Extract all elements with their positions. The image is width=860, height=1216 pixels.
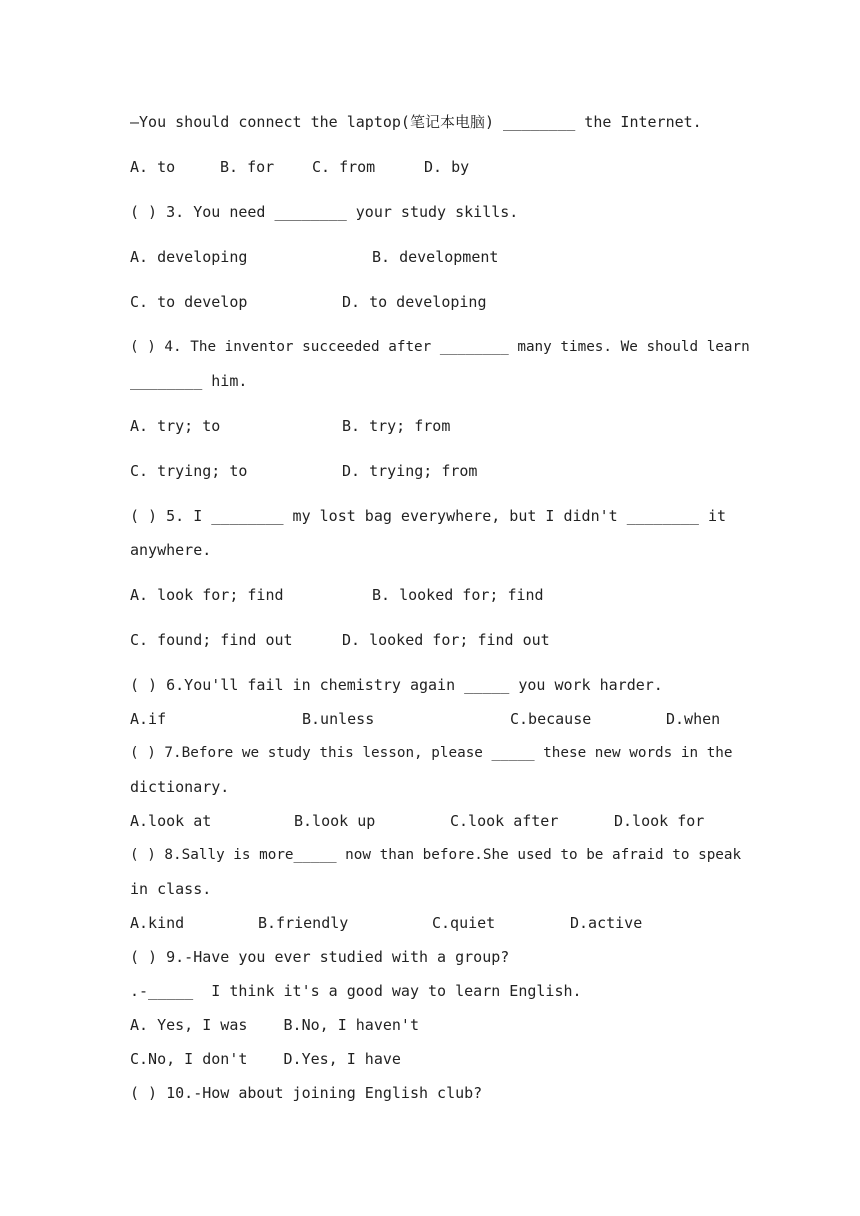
option-d: D. by xyxy=(424,158,470,176)
options-ab: A. Yes, I was B.No, I haven't xyxy=(130,1016,419,1034)
option-c: C. from xyxy=(312,158,376,176)
question-6-stem: ( ) 6.You'll fail in chemistry again _____ you work harder. xyxy=(130,676,663,694)
option-b: B. try; from xyxy=(342,417,451,435)
question-8-stem: ( ) 8.Sally is more_____ now than before.She used to be afraid to speak xyxy=(130,847,742,863)
option-b: B.unless xyxy=(302,710,375,728)
question-9-stem-cont: .-_____ I think it's a good way to learn English. xyxy=(130,982,582,1000)
option-d: D.when xyxy=(666,710,721,728)
option-d: D.active xyxy=(570,914,643,932)
option-d: D. to developing xyxy=(342,293,487,311)
question-5-stem-cont: anywhere. xyxy=(130,541,212,559)
option-b: B. development xyxy=(372,248,499,266)
option-b: B. for xyxy=(220,158,275,176)
option-c: C. to develop xyxy=(130,293,248,311)
question-10-stem: ( ) 10.-How about joining English club? xyxy=(130,1084,483,1102)
option-d: D. trying; from xyxy=(342,462,478,480)
option-b: B.look up xyxy=(294,812,376,830)
option-d: D. looked for; find out xyxy=(342,631,550,649)
question-8-stem-cont: in class. xyxy=(130,880,212,898)
question-7-stem-cont: dictionary. xyxy=(130,778,230,796)
option-a: A. developing xyxy=(130,248,248,266)
option-a: A.look at xyxy=(130,812,212,830)
option-c: C.because xyxy=(510,710,592,728)
option-a: A.kind xyxy=(130,914,185,932)
question-7-stem: ( ) 7.Before we study this lesson, please _____ these new words in the xyxy=(130,745,733,761)
option-a: A.if xyxy=(130,710,167,728)
question-9-stem: ( ) 9.-Have you ever studied with a group? xyxy=(130,948,510,966)
option-c: C.look after xyxy=(450,812,559,830)
question-4-stem: ( ) 4. The inventor succeeded after ________ many times. We should learn xyxy=(130,339,750,355)
question-3-stem: ( ) 3. You need ________ your study skills. xyxy=(130,203,519,221)
option-d: D.look for xyxy=(614,812,705,830)
option-c: C. found; find out xyxy=(130,631,293,649)
option-c: C.quiet xyxy=(432,914,496,932)
option-b: B.friendly xyxy=(258,914,349,932)
option-a: A. look for; find xyxy=(130,586,284,604)
option-a: A. try; to xyxy=(130,417,221,435)
options-cd: C.No, I don't D.Yes, I have xyxy=(130,1050,401,1068)
question-4-stem-cont: ________ him. xyxy=(130,372,248,390)
option-a: A. to xyxy=(130,158,176,176)
option-c: C. trying; to xyxy=(130,462,248,480)
question-5-stem: ( ) 5. I ________ my lost bag everywhere, but I didn't ________ it xyxy=(130,507,727,525)
option-b: B. looked for; find xyxy=(372,586,544,604)
question-2-stem: —You should connect the laptop(笔记本电脑) ________ the Internet. xyxy=(130,113,702,131)
